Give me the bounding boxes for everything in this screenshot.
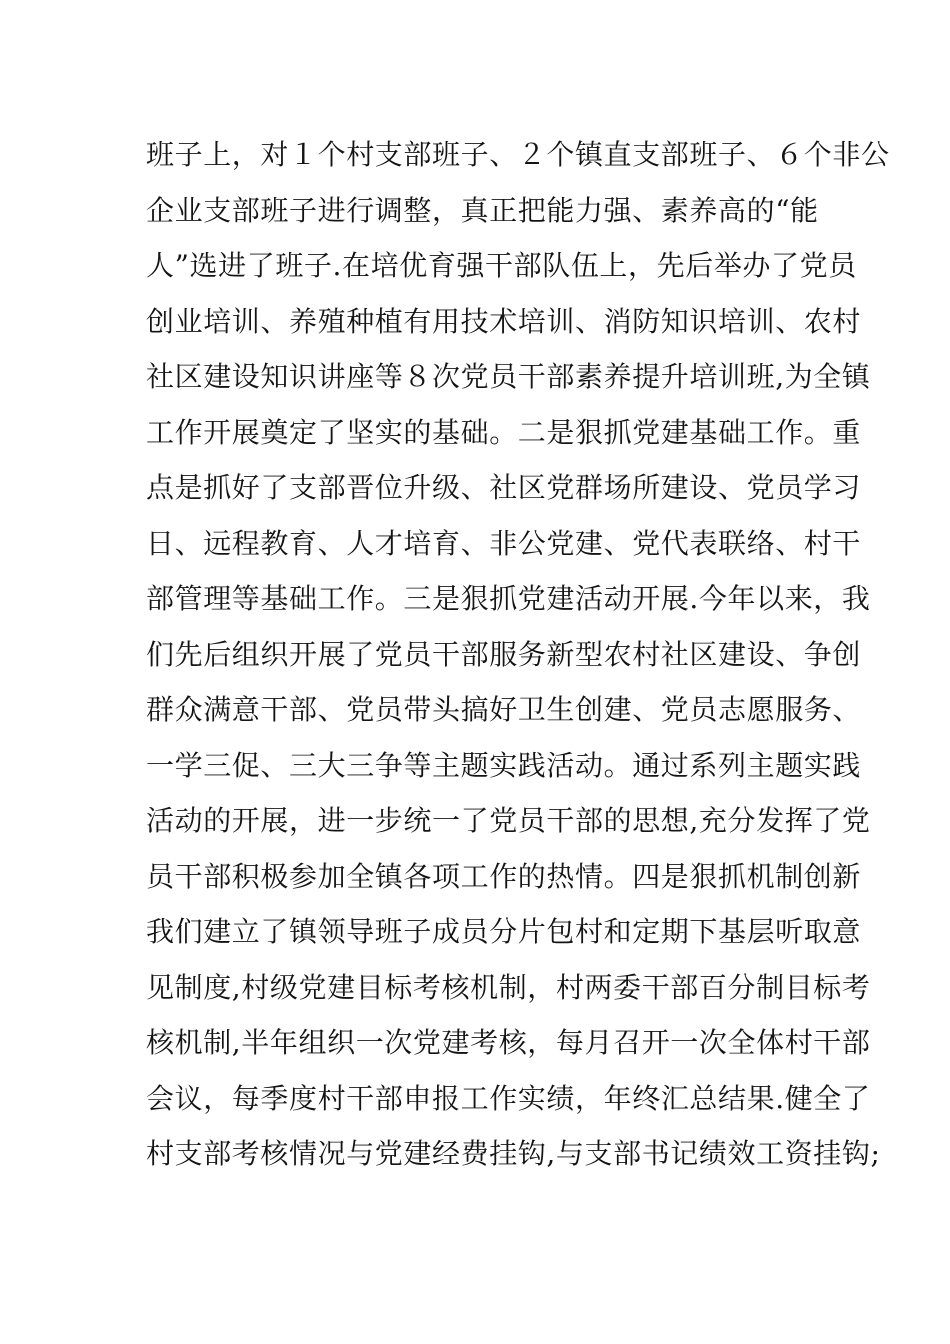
text-line: 班子上，对１个村支部班子、２个镇直支部班子、６个非公 (146, 138, 890, 171)
text-line: 们先后组织开展了党员干部服务新型农村社区建设、争创 (146, 637, 862, 671)
text-line: 群众满意干部、党员带头搞好卫生创建、党员志愿服务、 (146, 693, 862, 726)
text-line: 社区建设知识讲座等８次党员干部素养提升培训班,为全镇 (146, 360, 871, 393)
body-paragraph (146, 132, 890, 1187)
text-line: 员干部积极参加全镇各项工作的热情。四是狠抓机制创新 (146, 859, 862, 893)
text-line: 人”选进了班子.在培优育强干部队伍上，先后举办了党员 (146, 249, 857, 282)
text-line: 我们建立了镇领导班子成员分片包村和定期下基层听取意 (146, 915, 862, 948)
text-line: 村支部考核情况与党建经费挂钩,与支部书记绩效工资挂钩; (146, 1137, 881, 1170)
text-line: 日、远程教育、人才培育、非公党建、党代表联络、村干 (146, 526, 862, 560)
text-line: 核机制,半年组织一次党建考核，每月召开一次全体村干部 (146, 1026, 871, 1059)
text-line: 会议，每季度村干部申报工作实绩，年终汇总结果.健全了 (146, 1081, 871, 1115)
text-line: 见制度,村级党建目标考核机制，村两委干部百分制目标考 (146, 970, 871, 1004)
text-line: 活动的开展，进一步统一了党员干部的思想,充分发挥了党 (146, 804, 871, 837)
text-line: 创业培训、养殖种植有用技术培训、消防知识培训、农村 (146, 304, 862, 338)
text-line: 部管理等基础工作。三是狠抓党建活动开展.今年以来，我 (146, 582, 871, 615)
text-line: 工作开展奠定了坚实的基础。二是狠抓党建基础工作。重 (146, 415, 862, 449)
text-line: 点是抓好了支部晋位升级、社区党群场所建设、党员学习 (146, 471, 862, 504)
text-line: 企业支部班子进行调整，真正把能力强、素养高的“能 (146, 193, 819, 227)
text-line: 一学三促、三大三争等主题实践活动。通过系列主题实践 (146, 748, 862, 782)
